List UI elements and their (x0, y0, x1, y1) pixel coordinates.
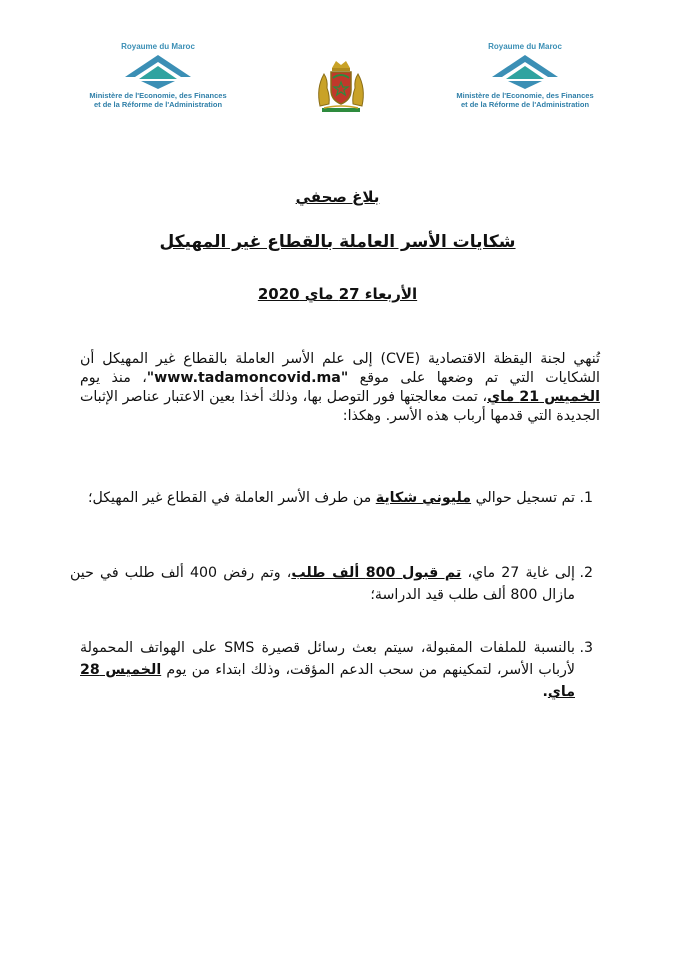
ministry-roof-icon (490, 53, 560, 91)
list-number: 2. (579, 565, 593, 581)
item-highlight: مليوني شكاية (375, 490, 472, 506)
ministry-logo-right (455, 42, 595, 109)
website-link: "www.tadamoncovid.ma" (146, 370, 349, 386)
logo-kingdom-text: Royaume du Maroc (488, 42, 562, 51)
list-number: 1. (579, 490, 593, 506)
logo-kingdom-text: Royaume du Maroc (121, 42, 195, 51)
list-number: 3. (579, 640, 593, 656)
logo-ministry-text: Ministère de l'Economie, des Finances et de la Réforme de l'Administration (89, 91, 227, 109)
ministry-roof-icon (123, 53, 193, 91)
press-release-label: بلاغ صحفي (295, 188, 380, 206)
list-item: 2. إلى غاية 27 ماي، تم قبول 800 ألف طلب، وتم رفض 400 ألف طلب في حين مازال 800 ألف طلب قيد الدراسة؛ (70, 562, 575, 606)
item-highlight: الخميس 28 ماي (80, 662, 575, 700)
list-item: 1. تم تسجيل حوالي مليوني شكاية من طرف الأسر العاملة في القطاع غير المهيكل؛ (80, 487, 575, 509)
list-item: 3. بالنسبة للملفات المقبولة، سيتم بعث رسائل قصيرة SMS على الهواتف المحمولة لأرباب الأسر، لتمكينهم من سحب الدعم المؤقت، وذلك ابتداء من يوم الخميس 28 ماي. (80, 637, 575, 703)
cve-acronym: (CVE) (380, 351, 421, 367)
document-date: الأربعاء 27 ماي 2020 (257, 285, 418, 303)
ministry-logo-left (88, 42, 228, 109)
intro-paragraph: تُنهي لجنة اليقظة الاقتصادية (CVE) إلى علم الأسر العاملة بالقطاع غير المهيكل أن الشكايات التي تم وضعها على موقع "www.tadamoncovid.ma"، منذ يوم الخميس 21 ماي، تمت معالجتها فور التوصل بها، وذلك أخذا بعين الاعتبار عناصر الإثبات الجديدة التي قدمها أرباب هذه الأسر. وهكذا: (80, 351, 600, 424)
date-highlight: الخميس 21 ماي (487, 389, 600, 405)
royal-coat-of-arms-icon (312, 58, 370, 114)
item-highlight: تم قبول 800 ألف طلب (291, 565, 462, 581)
document-title: شكايات الأسر العاملة بالقطاع غير المهيكل (159, 232, 516, 252)
logo-ministry-text: Ministère de l'Economie, des Finances et de la Réforme de l'Administration (456, 91, 594, 109)
